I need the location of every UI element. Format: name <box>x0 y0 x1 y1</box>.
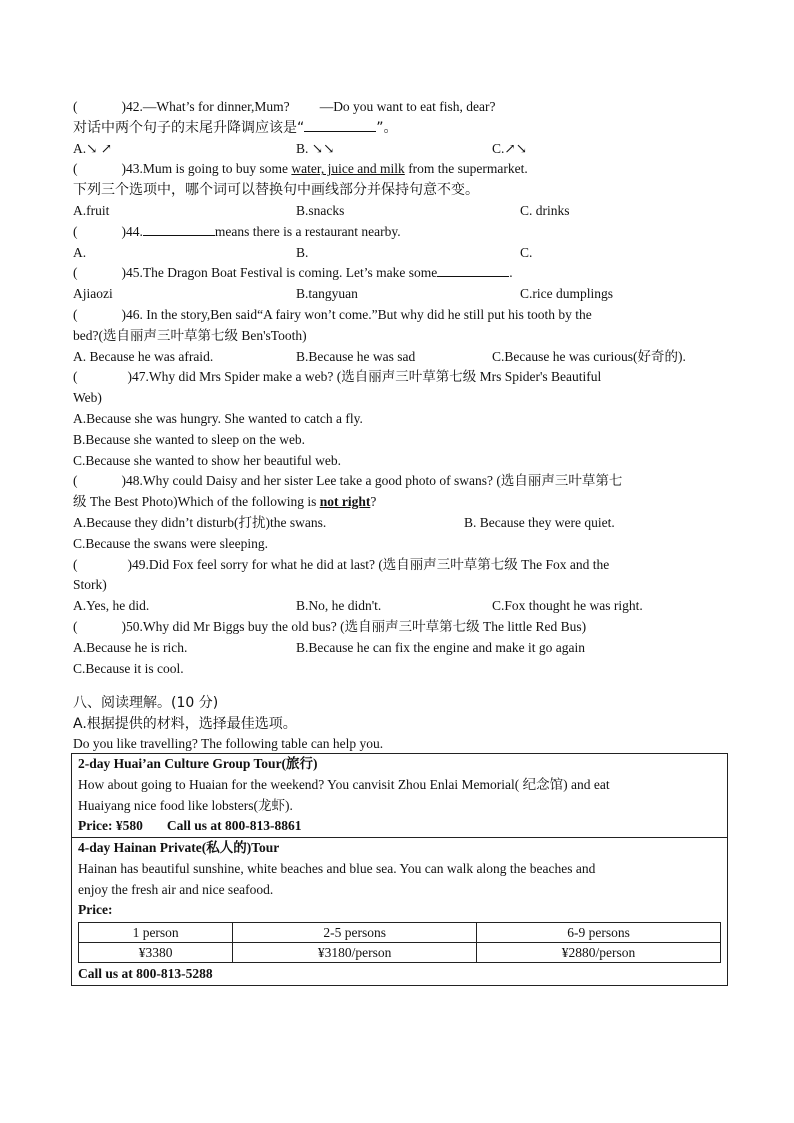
section-intro: Do you like travelling? The following table can help you. <box>73 735 384 751</box>
question-44: ( )44. means there is a restaurant nearby. <box>73 223 401 239</box>
option-b[interactable]: B. <box>296 244 309 260</box>
fill-blank[interactable] <box>304 118 376 132</box>
option-a[interactable]: A.↘ ↗ <box>73 140 113 156</box>
section-title: 八、阅读理解。(10 分) <box>73 695 219 712</box>
option-b[interactable]: B.snacks <box>296 202 345 218</box>
option-c[interactable]: C. <box>520 244 533 260</box>
table-cell: ¥2880/person <box>477 943 721 963</box>
question-42-options <box>73 139 723 160</box>
fill-blank[interactable] <box>437 263 509 277</box>
fill-blank[interactable] <box>143 222 215 236</box>
question-47: ( )47.Why did Mrs Spider make a web? (选自丽声三叶草第七级 Mrs Spider's Beautiful <box>73 369 602 385</box>
question-46-options <box>73 347 723 368</box>
question-50: ( )50.Why did Mr Biggs buy the old bus? (选自丽声三叶草第七级 The little Red Bus) <box>73 618 587 634</box>
question-42-instruction: 对话中两个句子的末尾升降调应该是“ ”。 <box>73 119 398 136</box>
tour-title: 2-day Huai’an Culture Group Tour(旅行) <box>78 755 318 771</box>
option-c[interactable]: C. drinks <box>520 202 570 218</box>
option-a[interactable]: A.Because they didn’t disturb(打扰)the swans. <box>73 514 327 530</box>
question-number: )42. <box>121 99 143 114</box>
question-47-cont: Web) <box>73 390 102 406</box>
option-b[interactable]: B.No, he didn't. <box>296 598 382 614</box>
worksheet-page <box>73 97 723 986</box>
question-43-instruction: 下列三个选项中，哪个词可以替换句中画线部分并保持句意不变。 <box>73 182 479 199</box>
option-a[interactable]: A.Because he is rich. <box>73 639 188 655</box>
tour-price: Price: ¥580 <box>78 818 143 834</box>
option-a[interactable]: A.Yes, he did. <box>73 598 150 614</box>
question-42 <box>73 97 723 118</box>
tour-title: 4-day Hainan Private(私人的)Tour <box>78 840 280 856</box>
option-a[interactable]: A. <box>73 244 87 260</box>
question-49-cont: Stork) <box>73 577 107 593</box>
question-text: —Do you want to eat fish, dear? <box>319 99 496 114</box>
option-c[interactable]: C.↗↘ <box>492 140 528 156</box>
option-a[interactable]: A.Because she was hungry. She wanted to catch a fly. <box>73 410 363 426</box>
tour-huaian <box>72 754 727 838</box>
option-c[interactable]: C.Fox thought he was right. <box>492 598 643 614</box>
table-cell: ¥3380 <box>79 943 233 963</box>
option-b[interactable]: B.Because she wanted to sleep on the web. <box>73 431 306 447</box>
table-row <box>79 943 721 963</box>
emphasis-not-right: not right <box>319 494 371 510</box>
table-header: 1 person <box>79 923 233 943</box>
option-b[interactable]: B.Because he can fix the engine and make it go again <box>296 639 586 655</box>
question-46: ( )46. In the story,Ben said“A fairy won’t come.”But why did he still put his tooth by the <box>73 306 592 322</box>
table-header: 6-9 persons <box>477 923 721 943</box>
option-c[interactable]: C.rice dumplings <box>520 286 613 302</box>
question-48: ( )48.Why could Daisy and her sister Lee take a good photo of swans? (选自丽声三叶草第七 <box>73 473 623 489</box>
option-a[interactable]: A. Because he was afraid. <box>73 348 214 364</box>
underlined-phrase: water, juice and milk <box>291 161 405 177</box>
tour-hainan <box>72 838 727 985</box>
tour-description: Hainan has beautiful sunshine, white beaches and blue sea. You can walk along the beaches and <box>78 860 596 876</box>
price-label: Price: <box>78 902 113 918</box>
tour-phone: Call us at 800-813-8861 <box>166 818 302 834</box>
option-a[interactable]: A.fruit <box>73 202 110 218</box>
option-b[interactable]: B. Because they were quiet. <box>464 514 615 530</box>
question-text: —What’s for dinner,Mum? <box>142 99 290 114</box>
question-45: ( )45.The Dragon Boat Festival is coming. Let’s make some . <box>73 265 513 281</box>
answer-paren-open: ( <box>73 99 78 114</box>
section-subtitle: A.根据提供的材料，选择最佳选项。 <box>73 716 297 733</box>
question-43-options <box>73 201 723 222</box>
table-header: 2-5 persons <box>233 923 477 943</box>
question-48-options <box>73 513 723 534</box>
tour-phone: Call us at 800-813-5288 <box>78 966 213 982</box>
tour-price-line <box>78 816 721 837</box>
option-c[interactable]: C.Because he was curious(好奇的). <box>492 348 686 364</box>
table-cell: ¥3180/person <box>233 943 477 963</box>
question-48-cont: 级 The Best Photo)Which of the following is not right? <box>73 494 377 510</box>
tour-description: Huaiyang nice food like lobsters(龙虾). <box>78 797 293 813</box>
price-table <box>78 922 721 963</box>
option-c[interactable]: C.Because the swans were sleeping. <box>73 535 268 551</box>
question-49: ( )49.Did Fox feel sorry for what he did at last? (选自丽声三叶草第七级 The Fox and the <box>73 556 610 572</box>
question-45-options <box>73 284 723 305</box>
table-row <box>79 923 721 943</box>
tour-description: How about going to Huaian for the weekend? You canvisit Zhou Enlai Memorial( 纪念馆) and eat <box>78 776 610 792</box>
question-43: ( )43.Mum is going to buy some water, juice and milk from the supermarket. <box>73 161 528 177</box>
option-b[interactable]: B. ↘↘ <box>296 140 335 156</box>
question-49-options <box>73 596 723 617</box>
tour-description: enjoy the fresh air and nice seafood. <box>78 881 274 897</box>
option-b[interactable]: B.tangyuan <box>296 286 358 302</box>
option-b[interactable]: B.Because he was sad <box>296 348 416 364</box>
question-46-cont: bed?(选自丽声三叶草第七级 Ben'sTooth) <box>73 327 307 343</box>
option-a[interactable]: Ajiaozi <box>73 286 113 302</box>
question-44-options <box>73 243 723 264</box>
option-c[interactable]: C.Because she wanted to show her beautiful web. <box>73 452 342 468</box>
tour-table <box>71 753 728 986</box>
option-c[interactable]: C.Because it is cool. <box>73 660 184 676</box>
question-50-options <box>73 638 723 659</box>
